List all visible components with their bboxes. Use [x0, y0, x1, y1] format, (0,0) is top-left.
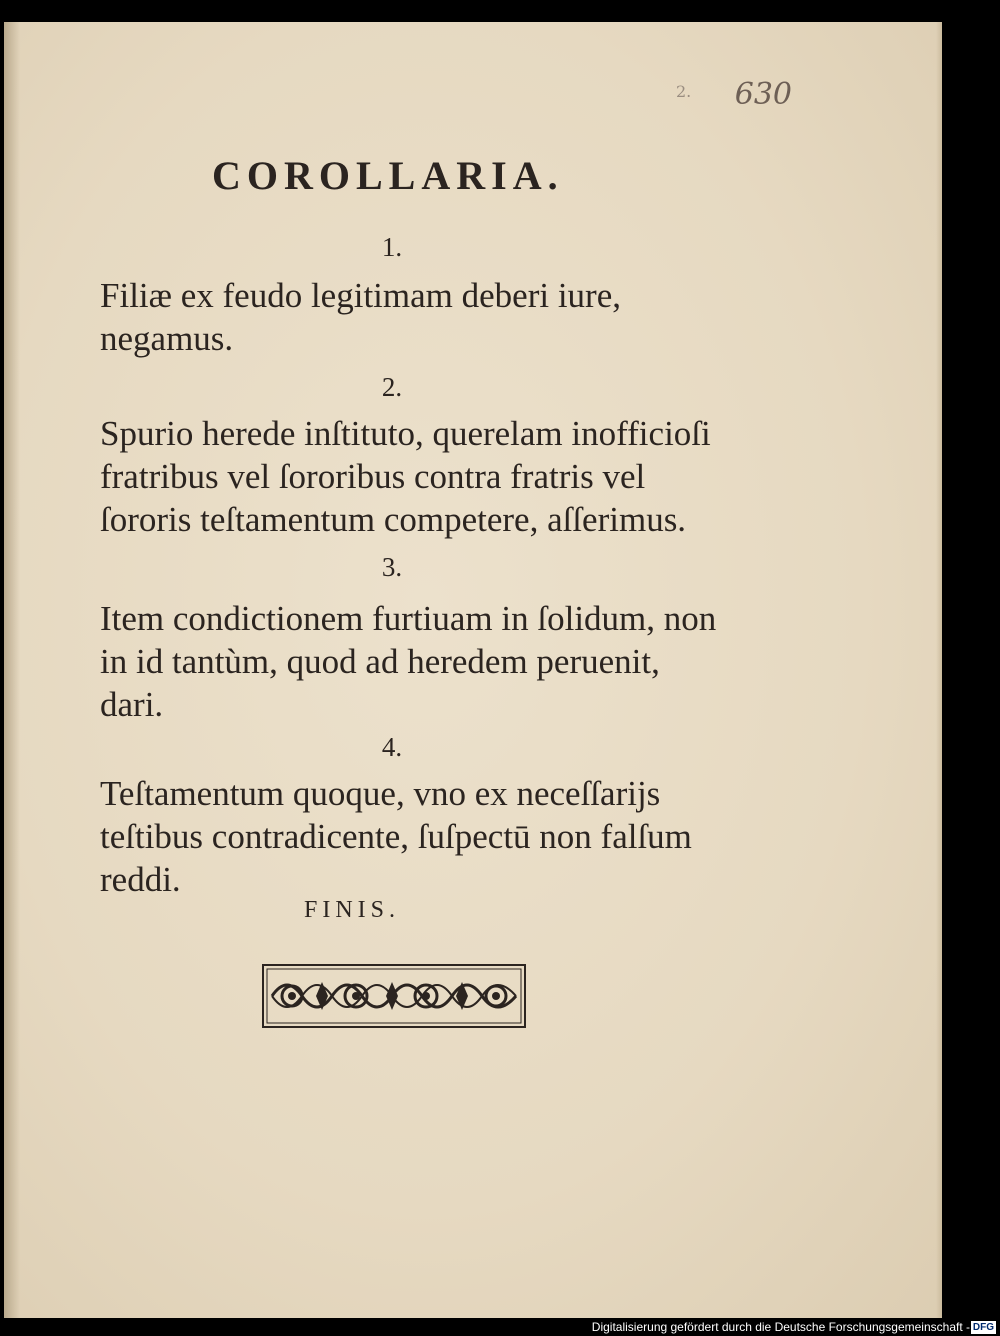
- page-edge: [936, 22, 942, 1318]
- dfg-logo: DFG: [972, 1322, 994, 1333]
- item-number: 4.: [381, 732, 403, 762]
- funding-credit: Digitalisierung gefördert durch die Deutsche Forschungsgemeinschaft -: [591, 1320, 970, 1334]
- finis-label: FINIS.: [304, 897, 401, 923]
- folio-annotation: 2.: [676, 82, 692, 101]
- book-page: [4, 22, 942, 1318]
- page-heading: COROLLARIA.: [212, 153, 564, 198]
- item-text: Teſtamentum quoque, vno ex neceſſarijs teſtibus contradicente, ſuſpectū non falſum reddi.: [100, 774, 692, 899]
- ornament-icon: [262, 964, 526, 1028]
- item-number: 3.: [381, 552, 403, 582]
- gutter-shadow: [4, 22, 20, 1318]
- folio-number: 630: [734, 77, 792, 112]
- item-number: 2.: [381, 372, 403, 402]
- item-text: Filiæ ex feudo legitimam deberi iure, negamus.: [100, 276, 621, 358]
- item-text: Item condictionem furtiuam in ſolidum, non in id tantùm, quod ad heredem peruenit, dari.: [100, 599, 717, 724]
- item-number: 1.: [381, 232, 403, 262]
- item-text: Spurio herede inſtituto, querelam inofficioſi fratribus vel ſororibus contra fratris vel ſororis teſtamentum competere, aſſerimus.: [100, 414, 711, 539]
